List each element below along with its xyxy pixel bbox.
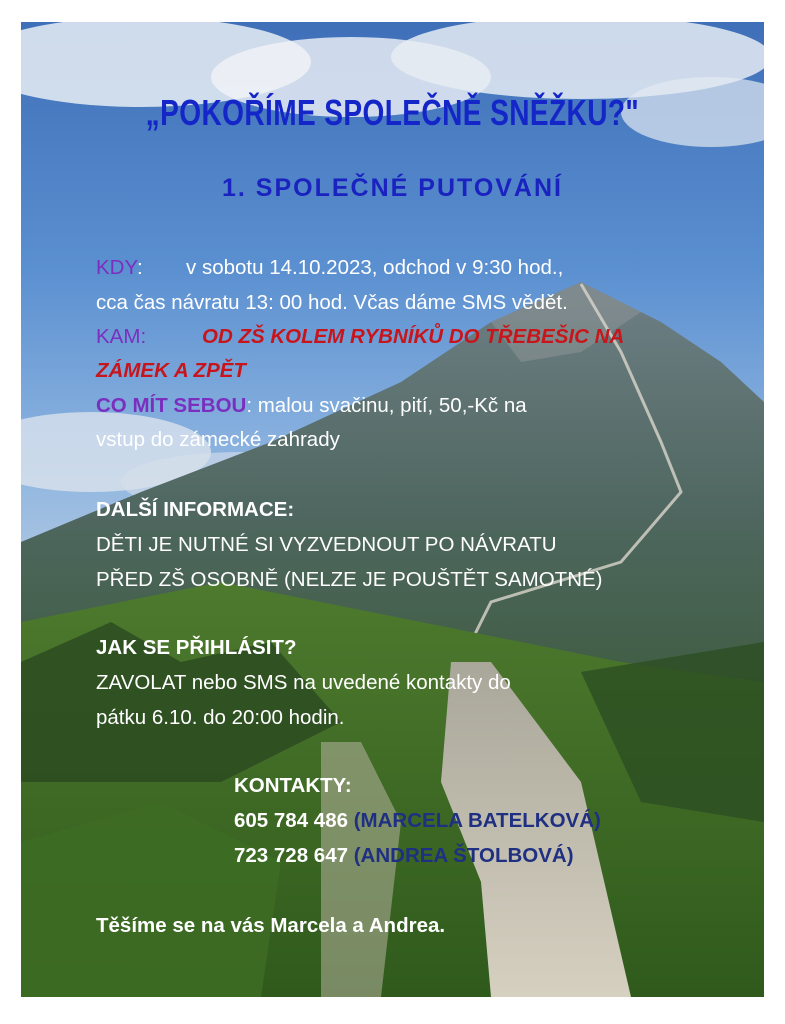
dalsi-informace-line-1: DĚTI JE NUTNÉ SI VYZVEDNOUT PO NÁVRATU [96,533,557,556]
co-mit-sebou-line-1 [96,388,527,423]
contact-row [234,803,601,838]
contact-phone: 723 728 647 [234,844,349,867]
kdy-value-2: cca čas návratu 13: 00 hod. Včas dáme SMS vědět. [96,291,568,314]
contact-name: (ANDREA ŠTOLBOVÁ) [353,844,574,867]
poster-subtitle: 1. SPOLEČNÉ PUTOVÁNÍ [222,174,563,202]
dalsi-informace-line-2: PŘED ZŠ OSOBNĚ (NELZE JE POUŠTĚT SAMOTNÉ) [96,568,603,591]
contact-row [234,838,574,873]
kam-line-1 [96,319,146,354]
kdy-colon: : [137,256,143,279]
poster [21,22,764,997]
footer-greeting: Těšíme se na vás Marcela a Andrea. [96,914,446,937]
prihlaseni-line-1: ZAVOLAT nebo SMS na uvedené kontakty do [96,671,511,694]
contact-name: (MARCELA BATELKOVÁ) [353,809,601,832]
kdy-label: KDY [96,256,138,279]
co-mit-sebou-value-2: vstup do zámecké zahrady [96,428,340,451]
contact-phone: 605 784 486 [234,809,349,832]
co-mit-sebou-label: CO MÍT SEBOU [96,394,247,417]
prihlaseni-heading: JAK SE PŘIHLÁSIT? [96,636,297,659]
kontakty-heading: KONTAKTY: [234,774,352,797]
kdy-line-1 [96,250,143,285]
kam-colon: : [140,325,147,348]
poster-title: „POKOŘÍME SPOLEČNĚ SNĚŽKU?" [145,92,640,133]
co-mit-sebou-value-1: : malou svačinu, pití, 50,-Kč na [246,394,527,417]
prihlaseni-line-2: pátku 6.10. do 20:00 hodin. [96,706,345,729]
dalsi-informace-heading: DALŠÍ INFORMACE: [96,498,295,521]
kdy-value-1: v sobotu 14.10.2023, odchod v 9:30 hod., [186,256,564,279]
kam-value-1: OD ZŠ KOLEM RYBNÍKŮ DO TŘEBEŠIC NA [202,325,625,348]
kam-value-2: ZÁMEK A ZPĚT [96,359,246,382]
kam-label: KAM [96,325,141,348]
